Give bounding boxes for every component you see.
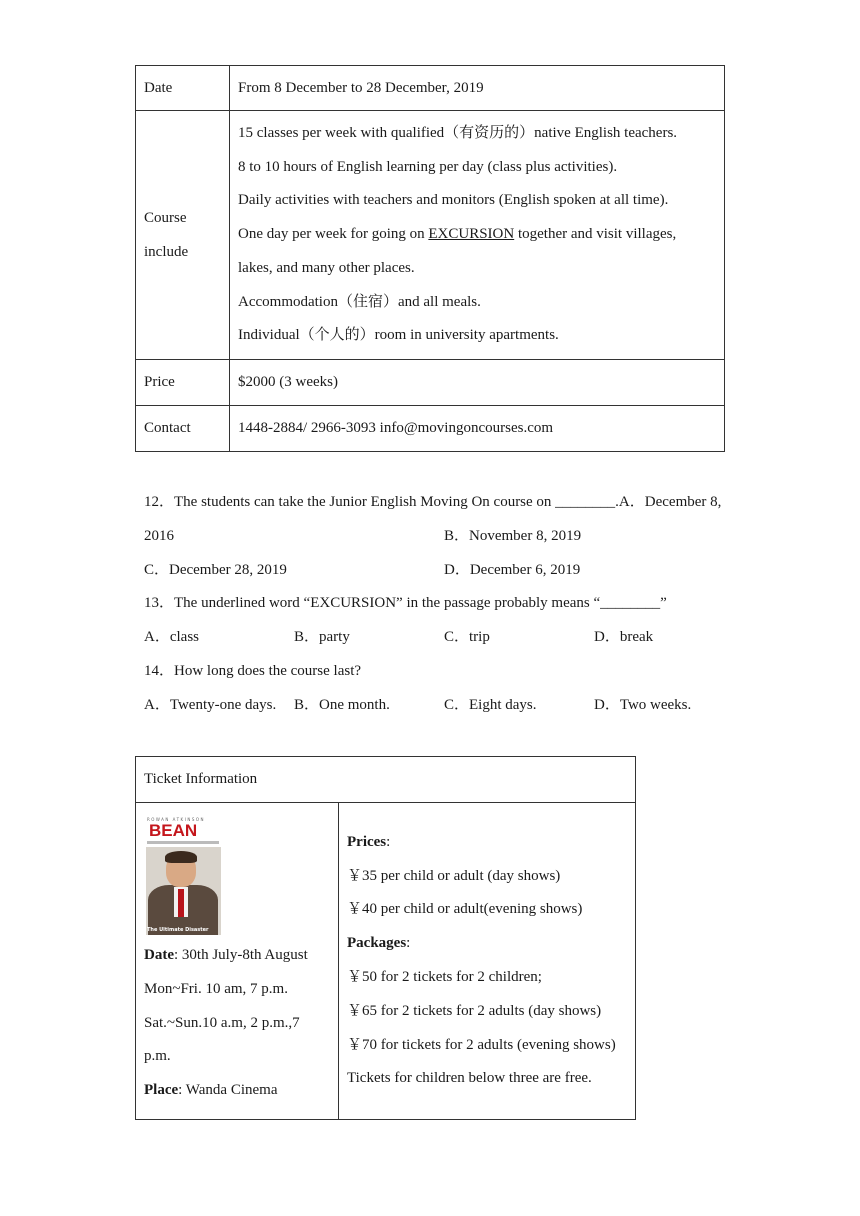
free-ticket-note: Tickets for children below three are free. — [347, 1070, 592, 1087]
course-line-3: Daily activities with teachers and monitors (English spoken at all time). — [238, 192, 669, 209]
q13-option-b: B．party — [294, 629, 350, 646]
date-row — [136, 66, 725, 111]
ticket-date-label: Date — [144, 947, 174, 963]
ticket-times-weekend: Sat.~Sun.10 a.m, 2 p.m.,7 — [144, 1014, 300, 1031]
prices-colon: : — [386, 833, 391, 850]
prices-label: Prices — [347, 833, 387, 850]
course-line-4-post: together and visit villages, — [514, 226, 677, 243]
q12-line-3 — [144, 554, 734, 588]
package-line-2: ￥65 for 2 tickets for 2 adults (day shows) — [347, 1002, 602, 1019]
ticket-place-label: Place — [144, 1082, 179, 1099]
prices-heading — [347, 826, 627, 860]
bean-movie-poster-image — [144, 815, 221, 935]
price-row — [136, 360, 725, 406]
course-line-1: 15 classes per week with qualified（有资历的）native English teachers. — [238, 124, 678, 141]
package-line-1: ￥50 for 2 tickets for 2 children; — [347, 969, 542, 985]
course-info-table — [135, 65, 725, 452]
q14-option-d: D．Two weeks. — [594, 696, 692, 713]
q13-options — [144, 621, 734, 655]
packages-colon: : — [406, 935, 411, 952]
q12-stem-cont: 2016 — [144, 527, 174, 544]
q12-option-c: C．December 28, 2019 — [144, 561, 287, 578]
price-value: $2000 (3 weeks) — [230, 360, 725, 406]
course-include-row — [136, 111, 725, 360]
poster-actor-name: ROWAN ATKINSON — [147, 817, 206, 822]
q13-stem: 13．The underlined word “EXCURSION” in the passage probably means “________” — [144, 595, 667, 612]
poster-tie — [178, 889, 184, 917]
poster-tagline-bar — [147, 841, 219, 844]
course-include-value — [230, 111, 725, 360]
course-line-6: Accommodation（住宿）and all meals. — [238, 293, 481, 310]
excursion-underlined-word: EXCURSION — [428, 226, 515, 243]
poster-title: BEAN — [149, 821, 198, 840]
packages-label: Packages — [347, 935, 407, 952]
questions-section — [144, 486, 734, 723]
ticket-left-cell — [136, 803, 339, 1120]
course-line-7: Individual（个人的）room in university apartments. — [238, 327, 559, 344]
ticket-times-weekday: Mon~Fri. 10 am, 7 p.m. — [144, 980, 288, 997]
packages-heading — [347, 927, 627, 961]
price-line-1: ￥35 per child or adult (day shows) — [347, 867, 561, 884]
q12-stem: 12．The students can take the Junior English Moving On course on ________.A．December 8, — [144, 494, 722, 510]
date-label: Date — [136, 66, 230, 111]
poster-hair — [165, 851, 197, 863]
ticket-info-table — [135, 756, 636, 1120]
q12-option-b: B．November 8, 2019 — [444, 527, 582, 544]
course-line-4-pre: One day per week for going on — [238, 226, 429, 243]
course-label-line-2: include — [144, 244, 189, 260]
ticket-place-value: : Wanda Cinema — [178, 1082, 278, 1099]
price-line-2: ￥40 per child or adult(evening shows) — [347, 901, 583, 918]
q14-option-a: A．Twenty-one days. — [144, 696, 277, 713]
ticket-header: Ticket Information — [136, 757, 636, 803]
ticket-date-value: : 30th July-8th August — [174, 947, 308, 963]
ticket-header-row — [136, 757, 636, 803]
contact-label: Contact — [136, 406, 230, 452]
q14-option-b: B．One month. — [294, 696, 390, 713]
package-line-3: ￥70 for tickets for 2 adults (evening shows) — [347, 1036, 616, 1053]
contact-value: 1448-2884/ 2966-3093 info@movingoncourses.com — [230, 406, 725, 452]
q14-stem: 14．How long does the course last? — [144, 662, 362, 679]
ticket-body-row — [136, 803, 636, 1120]
poster-caption: The Ultimate Disaster — [147, 927, 209, 933]
contact-row — [136, 406, 725, 452]
course-label-line-1: Course — [144, 210, 187, 226]
course-line-5: lakes, and many other places. — [238, 259, 415, 276]
ticket-date-line — [144, 939, 330, 973]
ticket-place-line — [144, 1074, 330, 1108]
q14-options — [144, 689, 734, 723]
q12-option-d: D．December 6, 2019 — [444, 561, 581, 578]
q13-option-a: A．class — [144, 629, 199, 646]
q13-option-c: C．trip — [444, 629, 490, 646]
course-include-label — [136, 111, 230, 360]
q13-option-d: D．break — [594, 629, 654, 646]
q12-line-2 — [144, 520, 734, 554]
course-line-4 — [238, 218, 716, 252]
ticket-right-cell — [339, 803, 636, 1120]
course-line-2: 8 to 10 hours of English learning per day (class plus activities). — [238, 158, 618, 175]
price-label: Price — [136, 360, 230, 406]
date-value: From 8 December to 28 December, 2019 — [230, 66, 725, 111]
q14-option-c: C．Eight days. — [444, 696, 537, 713]
ticket-times-weekend-cont: p.m. — [144, 1048, 171, 1065]
